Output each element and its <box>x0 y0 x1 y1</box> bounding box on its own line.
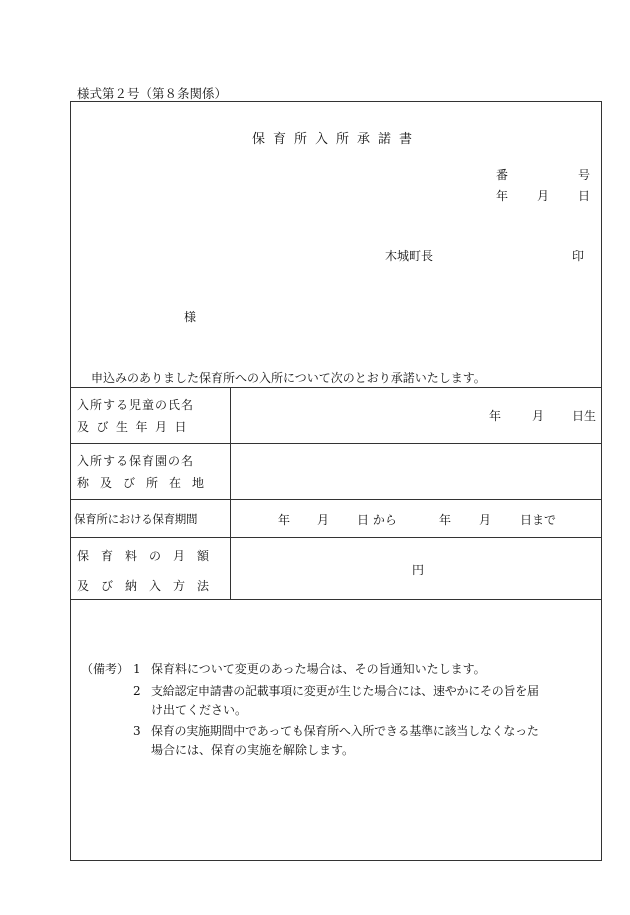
row-divider-3 <box>71 537 601 538</box>
addressee-suffix: 様 <box>184 310 197 324</box>
note-3-text-line2: 場合には、保育の実施を解除します。 <box>151 743 355 757</box>
date-month-label: 月 <box>537 189 550 203</box>
period-start-day: 日 から <box>357 513 397 527</box>
acceptance-form <box>70 101 602 861</box>
birth-day-label: 日生 <box>572 409 597 423</box>
table-column-divider <box>230 387 231 599</box>
period-start-month: 月 <box>317 513 330 527</box>
note-2-number: 2 <box>133 684 141 698</box>
note-3-text-line1: 保育の実施期間中であっても保育所へ入所できる基準に該当しなくなった <box>151 724 539 738</box>
child-label-line2: 及び生年月日 <box>77 420 195 434</box>
fee-label-line2: 及び納入方法 <box>77 579 222 593</box>
fee-label-line1: 保育料の月額 <box>77 549 222 563</box>
date-year-label: 年 <box>496 189 509 203</box>
number-label-ban: 番 <box>496 168 509 182</box>
document-title: 保育所入所承諾書 <box>251 132 420 147</box>
birth-year-label: 年 <box>489 409 502 423</box>
intro-text: 申込みのありました保育所への入所について次のとおり承諾いたします。 <box>91 371 486 385</box>
period-label: 保育所における保育期間 <box>74 512 198 526</box>
note-2-text-line1: 支給認定申請書の記載事項に変更が生じた場合には、速やかにその旨を届 <box>151 684 539 698</box>
date-day-label: 日 <box>578 189 591 203</box>
note-2-text-line2: け出てください。 <box>151 703 248 717</box>
period-start-year: 年 <box>278 513 291 527</box>
fee-unit: 円 <box>412 563 425 577</box>
row-divider-2 <box>71 499 601 500</box>
table-top-border <box>71 387 601 388</box>
issuer-name: 木城町長 <box>385 249 434 263</box>
note-3-number: 3 <box>133 724 141 738</box>
facility-label-line1: 入所する保育園の名 <box>77 454 195 468</box>
seal-mark: 印 <box>572 249 585 263</box>
form-number-label: 様式第２号（第８条関係） <box>77 86 228 101</box>
facility-label-line2: 称及び所在地 <box>77 476 216 490</box>
birth-month-label: 月 <box>532 409 545 423</box>
child-label-line1: 入所する児童の氏名 <box>77 398 195 412</box>
number-label-go: 号 <box>578 168 591 182</box>
period-end-month: 月 <box>479 513 492 527</box>
period-end-day: 日まで <box>520 513 557 527</box>
row-divider-1 <box>71 443 601 444</box>
notes-prefix: （備考） <box>81 662 130 676</box>
table-bottom-border <box>71 599 601 600</box>
note-1-text: 保育料について変更のあった場合は、その旨通知いたします。 <box>151 662 486 676</box>
period-end-year: 年 <box>439 513 452 527</box>
note-1-number: 1 <box>133 662 141 676</box>
